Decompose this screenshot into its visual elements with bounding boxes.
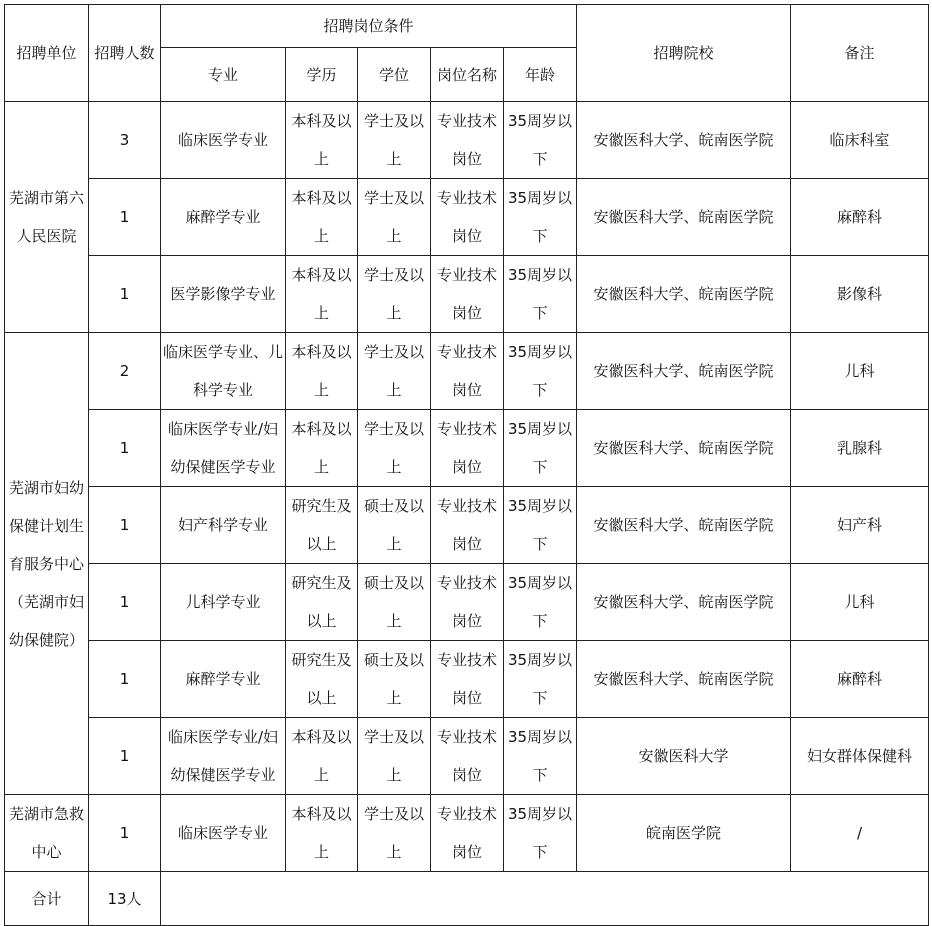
age-cell: 35周岁以下: [504, 795, 577, 872]
degree-cell: 硕士及以上: [358, 487, 431, 564]
degree-cell: 学士及以上: [358, 718, 431, 795]
degree-cell: 学士及以上: [358, 102, 431, 179]
age-cell: 35周岁以下: [504, 487, 577, 564]
count-cell: 3: [89, 102, 161, 179]
major-cell: 儿科学专业: [161, 564, 286, 641]
education-cell: 研究生及以上: [286, 564, 358, 641]
major-cell: 临床医学专业、儿科学专业: [161, 333, 286, 410]
table-body: [5, 5, 929, 926]
education-cell: 本科及以上: [286, 333, 358, 410]
header-major: 专业: [161, 48, 286, 102]
count-cell: 1: [89, 410, 161, 487]
major-cell: 临床医学专业: [161, 795, 286, 872]
total-row: [5, 872, 929, 926]
header-unit: 招聘单位: [5, 5, 89, 102]
unit-name-cell: 芜湖市急救中心: [5, 795, 89, 872]
schools-cell: 安徽医科大学、皖南医学院: [577, 333, 791, 410]
age-cell: 35周岁以下: [504, 564, 577, 641]
position-cell: 专业技术岗位: [431, 564, 504, 641]
schools-cell: 安徽医科大学、皖南医学院: [577, 564, 791, 641]
position-cell: 专业技术岗位: [431, 333, 504, 410]
schools-cell: 安徽医科大学、皖南医学院: [577, 641, 791, 718]
position-cell: 专业技术岗位: [431, 179, 504, 256]
schools-cell: 安徽医科大学: [577, 718, 791, 795]
schools-cell: 安徽医科大学、皖南医学院: [577, 256, 791, 333]
position-cell: 专业技术岗位: [431, 410, 504, 487]
header-degree: 学位: [358, 48, 431, 102]
education-cell: 研究生及以上: [286, 641, 358, 718]
position-cell: 专业技术岗位: [431, 487, 504, 564]
schools-cell: 安徽医科大学、皖南医学院: [577, 179, 791, 256]
header-row-1: [5, 5, 929, 48]
table-row: [5, 487, 929, 564]
total-value: 13人: [89, 872, 161, 926]
education-cell: 本科及以上: [286, 795, 358, 872]
remark-cell: 乳腺科: [791, 410, 929, 487]
header-age: 年龄: [504, 48, 577, 102]
major-cell: 麻醉学专业: [161, 179, 286, 256]
degree-cell: 学士及以上: [358, 333, 431, 410]
remark-cell: 影像科: [791, 256, 929, 333]
table-row: [5, 795, 929, 872]
total-label: 合计: [5, 872, 89, 926]
count-cell: 1: [89, 718, 161, 795]
degree-cell: 硕士及以上: [358, 641, 431, 718]
major-cell: 临床医学专业: [161, 102, 286, 179]
table-row: [5, 102, 929, 179]
recruitment-table: [4, 4, 929, 926]
position-cell: 专业技术岗位: [431, 795, 504, 872]
remark-cell: 临床科室: [791, 102, 929, 179]
age-cell: 35周岁以下: [504, 410, 577, 487]
table-row: [5, 256, 929, 333]
table-row: [5, 333, 929, 410]
remark-cell: 麻醉科: [791, 641, 929, 718]
header-education: 学历: [286, 48, 358, 102]
age-cell: 35周岁以下: [504, 641, 577, 718]
count-cell: 1: [89, 564, 161, 641]
age-cell: 35周岁以下: [504, 102, 577, 179]
remark-cell: 妇产科: [791, 487, 929, 564]
education-cell: 研究生及以上: [286, 487, 358, 564]
count-cell: 1: [89, 487, 161, 564]
remark-cell: 儿科: [791, 564, 929, 641]
header-conditions: 招聘岗位条件: [161, 5, 577, 48]
degree-cell: 学士及以上: [358, 795, 431, 872]
unit-name-cell: 芜湖市妇幼保健计划生育服务中心（芜湖市妇幼保健院）: [5, 333, 89, 795]
major-cell: 妇产科学专业: [161, 487, 286, 564]
count-cell: 1: [89, 256, 161, 333]
education-cell: 本科及以上: [286, 410, 358, 487]
header-position: 岗位名称: [431, 48, 504, 102]
age-cell: 35周岁以下: [504, 179, 577, 256]
schools-cell: 安徽医科大学、皖南医学院: [577, 487, 791, 564]
count-cell: 1: [89, 795, 161, 872]
remark-cell: 妇女群体保健科: [791, 718, 929, 795]
major-cell: 麻醉学专业: [161, 641, 286, 718]
major-cell: 医学影像学专业: [161, 256, 286, 333]
total-empty-cell: [161, 872, 929, 926]
schools-cell: 皖南医学院: [577, 795, 791, 872]
degree-cell: 学士及以上: [358, 410, 431, 487]
age-cell: 35周岁以下: [504, 256, 577, 333]
header-schools: 招聘院校: [577, 5, 791, 102]
remark-cell: /: [791, 795, 929, 872]
unit-name-cell: 芜湖市第六人民医院: [5, 102, 89, 333]
schools-cell: 安徽医科大学、皖南医学院: [577, 410, 791, 487]
degree-cell: 学士及以上: [358, 256, 431, 333]
age-cell: 35周岁以下: [504, 333, 577, 410]
degree-cell: 硕士及以上: [358, 564, 431, 641]
major-cell: 临床医学专业/妇幼保健医学专业: [161, 410, 286, 487]
education-cell: 本科及以上: [286, 256, 358, 333]
count-cell: 1: [89, 179, 161, 256]
remark-cell: 儿科: [791, 333, 929, 410]
education-cell: 本科及以上: [286, 718, 358, 795]
table-row: [5, 179, 929, 256]
position-cell: 专业技术岗位: [431, 641, 504, 718]
major-cell: 临床医学专业/妇幼保健医学专业: [161, 718, 286, 795]
age-cell: 35周岁以下: [504, 718, 577, 795]
count-cell: 2: [89, 333, 161, 410]
position-cell: 专业技术岗位: [431, 102, 504, 179]
education-cell: 本科及以上: [286, 102, 358, 179]
table-row: [5, 718, 929, 795]
count-cell: 1: [89, 641, 161, 718]
degree-cell: 学士及以上: [358, 179, 431, 256]
schools-cell: 安徽医科大学、皖南医学院: [577, 102, 791, 179]
header-count: 招聘人数: [89, 5, 161, 102]
position-cell: 专业技术岗位: [431, 256, 504, 333]
table-row: [5, 410, 929, 487]
remark-cell: 麻醉科: [791, 179, 929, 256]
header-remarks: 备注: [791, 5, 929, 102]
education-cell: 本科及以上: [286, 179, 358, 256]
table-row: [5, 564, 929, 641]
table-row: [5, 641, 929, 718]
position-cell: 专业技术岗位: [431, 718, 504, 795]
